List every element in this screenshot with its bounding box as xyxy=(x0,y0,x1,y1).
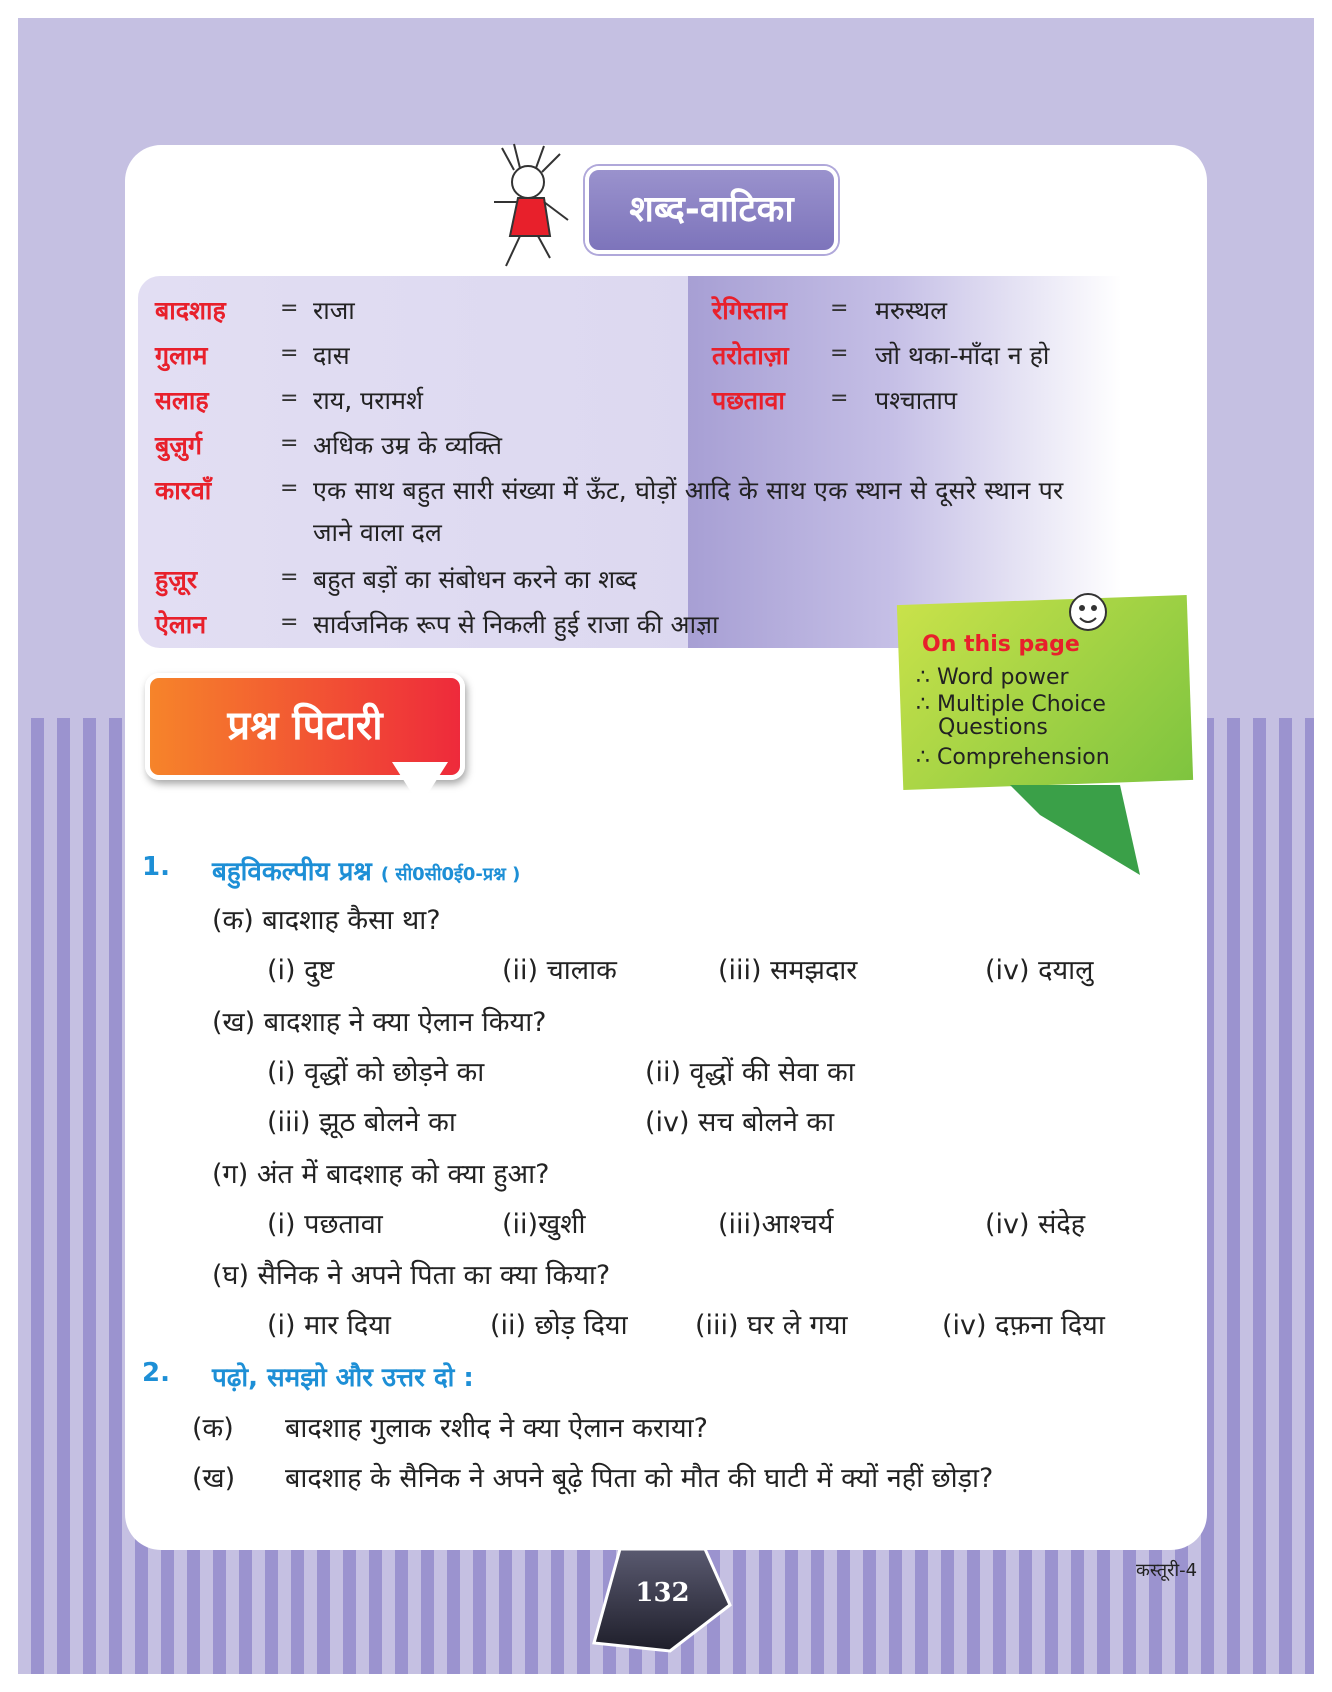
question-number: 2. xyxy=(142,1358,170,1388)
vocab-word: ऐलान xyxy=(155,610,207,639)
vocab-meaning: राय, परामर्श xyxy=(313,386,423,415)
mcq-question: (क) बादशाह कैसा था? xyxy=(212,905,441,936)
vocab-meaning: पश्चाताप xyxy=(875,386,958,415)
question-title: पढ़ो, समझो और उत्तर दो : xyxy=(212,1363,474,1393)
equals-sign: = xyxy=(280,476,299,501)
mcq-option: (i) पछतावा xyxy=(267,1209,383,1240)
vocab-word: पछतावा xyxy=(712,386,785,415)
mcq-option: (ii)खुशी xyxy=(502,1209,586,1240)
mcq-option: (i) वृद्धों को छोड़ने का xyxy=(267,1057,485,1088)
comprehension-question: बादशाह गुलाक रशीद ने क्या ऐलान कराया? xyxy=(285,1413,708,1444)
mcq-option: (iv) संदेह xyxy=(985,1209,1086,1240)
question-label: (ख) xyxy=(192,1463,236,1494)
green-ribbon-icon xyxy=(1000,775,1150,885)
mcq-option: (ii) चालाक xyxy=(502,955,617,986)
mcq-question: (ग) अंत में बादशाह को क्या हुआ? xyxy=(212,1159,550,1190)
question-title: बहुविकल्पीय प्रश्न xyxy=(212,857,372,887)
banner-tail-icon xyxy=(390,760,450,810)
comprehension-question: बादशाह के सैनिक ने अपने बूढ़े पिता को मौत की घाटी में क्यों नहीं छोड़ा? xyxy=(285,1463,994,1494)
equals-sign: = xyxy=(830,296,849,321)
equals-sign: = xyxy=(280,386,299,411)
vocab-word: सलाह xyxy=(155,386,209,415)
vocab-word: रेगिस्तान xyxy=(712,296,788,325)
on-this-page-item: ∴ Multiple Choice xyxy=(916,692,1106,717)
on-this-page-title: On this page xyxy=(922,632,1080,657)
vocab-meaning: सार्वजनिक रूप से निकली हुई राजा की आज्ञा xyxy=(313,610,719,639)
on-this-page-item: ∴ Comprehension xyxy=(916,745,1110,770)
girl-illustration-icon xyxy=(488,140,578,270)
equals-sign: = xyxy=(280,610,299,635)
kid-face-icon xyxy=(1060,588,1120,634)
mcq-option: (iii) झूठ बोलने का xyxy=(267,1107,456,1138)
vocab-banner xyxy=(585,166,838,254)
mcq-question: (ख) बादशाह ने क्या ऐलान किया? xyxy=(212,1007,547,1038)
section-banner-title: प्रश्न पिटारी xyxy=(227,703,383,749)
on-this-page-item: ∴ Word power xyxy=(916,665,1069,690)
vocab-word: तरोताज़ा xyxy=(712,341,789,370)
equals-sign: = xyxy=(280,296,299,321)
question-number: 1. xyxy=(142,852,170,882)
mcq-option: (iii)आश्चर्य xyxy=(718,1209,834,1240)
mcq-option: (iv) दफ़ना दिया xyxy=(942,1310,1105,1341)
equals-sign: = xyxy=(280,565,299,590)
vocab-word: हुज़ूर xyxy=(155,565,198,594)
vocab-meaning: जो थका-माँदा न हो xyxy=(875,341,1050,370)
mcq-option: (ii) वृद्धों की सेवा का xyxy=(645,1057,855,1088)
question-heading xyxy=(212,852,520,888)
mcq-option: (iii) घर ले गया xyxy=(695,1310,848,1341)
equals-sign: = xyxy=(280,431,299,456)
vocab-word: बादशाह xyxy=(155,296,226,325)
question-label: (क) xyxy=(192,1413,234,1444)
mcq-option: (iv) सच बोलने का xyxy=(645,1107,835,1138)
on-this-page-item: Questions xyxy=(938,715,1048,740)
mcq-option: (i) दुष्ट xyxy=(267,955,335,986)
vocab-meaning: राजा xyxy=(313,296,355,325)
mcq-option: (iv) दयालु xyxy=(985,955,1094,986)
vocab-meaning: मरुस्थल xyxy=(875,296,948,325)
vocab-meaning: बहुत बड़ों का संबोधन करने का शब्द xyxy=(313,565,637,594)
mcq-option: (ii) छोड़ दिया xyxy=(490,1310,628,1341)
vocab-meaning: दास xyxy=(313,341,350,370)
vocab-meaning: अधिक उम्र के व्यक्ति xyxy=(313,431,503,460)
mcq-option: (iii) समझदार xyxy=(718,955,858,986)
question-note: ( सी0सी0ई0-प्रश्न ) xyxy=(380,864,521,885)
vocab-word: कारवाँ xyxy=(155,476,212,505)
vocab-word: गुलाम xyxy=(155,341,208,370)
vocab-box-right-panel xyxy=(688,276,1198,648)
vocab-meaning: एक साथ बहुत सारी संख्या में ऊँट, घोड़ों आदि के साथ एक स्थान से दूसरे स्थान पर xyxy=(313,476,1064,505)
equals-sign: = xyxy=(830,386,849,411)
vocab-banner-title: शब्द-वाटिका xyxy=(629,189,794,230)
vocab-word: बुज़ुर्ग xyxy=(155,431,202,460)
book-name: कस्तूरी-4 xyxy=(1136,1560,1198,1581)
vocab-meaning-continued: जाने वाला दल xyxy=(313,518,442,547)
equals-sign: = xyxy=(280,341,299,366)
equals-sign: = xyxy=(830,341,849,366)
page-number: 132 xyxy=(635,1578,690,1608)
mcq-option: (i) मार दिया xyxy=(267,1310,391,1341)
mcq-question: (घ) सैनिक ने अपने पिता का क्या किया? xyxy=(212,1260,611,1291)
